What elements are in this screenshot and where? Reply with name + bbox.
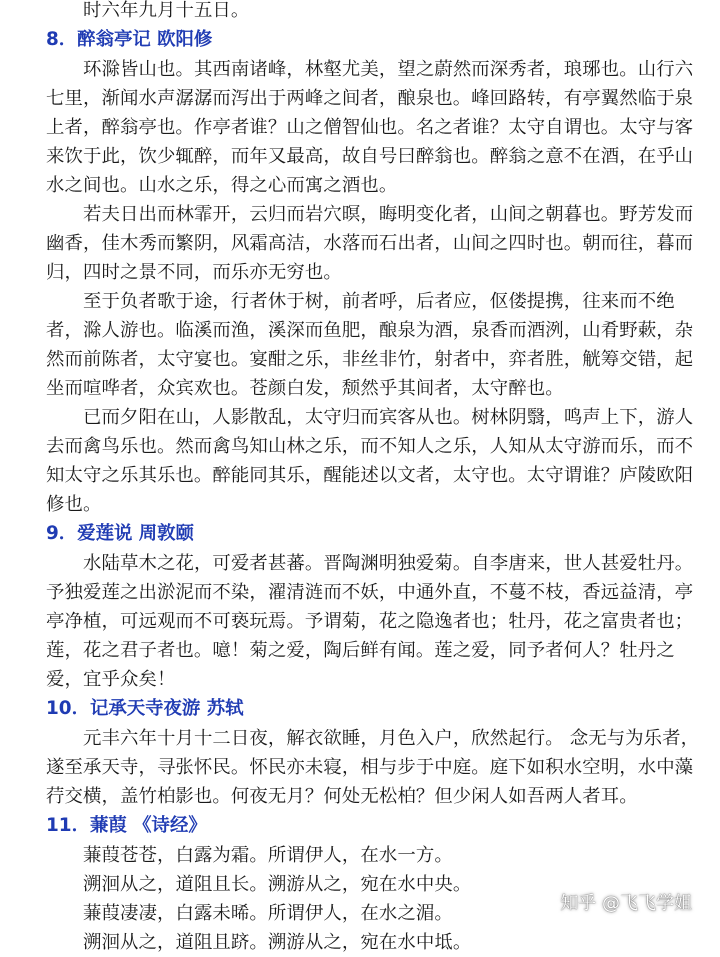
- poem-line: 蒹葭凄凄，白露未晞。所谓伊人，在水之湄。: [83, 903, 453, 924]
- paragraph-line: 坐而喧哗者，众宾欢也。苍颜白发，颓然乎其间者，太守醉也。: [46, 378, 564, 399]
- poem-line: 蒹葭苍苍，白露为霜。所谓伊人，在水一方。: [83, 845, 453, 866]
- paragraph-line: 至于负者歌于途，行者休于树，前者呼，后者应，伛偻提携，往来而不绝: [83, 291, 675, 312]
- paragraph-line: 幽香，佳木秀而繁阴，风霜高洁，水落而石出者，山间之四时也。朝而往，暮而: [46, 233, 694, 254]
- paragraph-line: 者，滁人游也。临溪而渔，溪深而鱼肥，酿泉为酒，泉香而酒洌，山肴野蔌，杂: [46, 320, 694, 341]
- previous-text-line: 时六年九月十五日。: [83, 0, 250, 21]
- paragraph-line: 归，四时之景不同，而乐亦无穷也。: [46, 262, 342, 283]
- poem-line: 溯洄从之，道阻且跻。溯游从之，宛在水中坻。: [83, 932, 472, 953]
- paragraph-line: 遂至承天寺，寻张怀民。怀民亦未寝，相与步于中庭。庭下如积水空明，水中藻: [46, 757, 694, 778]
- paragraph-line: 修也。: [46, 494, 102, 515]
- paragraph-line: 上者，醉翁亭也。作亭者谁？山之僧智仙也。名之者谁？太守自谓也。太守与客: [46, 117, 694, 138]
- paragraph-line: 莲，花之君子者也。噫！菊之爱，陶后鲜有闻。莲之爱，同予者何人？牡丹之: [46, 640, 675, 661]
- section-heading-11: 11．蒹葭 《诗经》: [46, 815, 207, 836]
- watermark: 知乎 @飞飞学姐: [560, 893, 692, 914]
- paragraph-line: 爱，宜乎众矣！: [46, 669, 176, 690]
- poem-line: 溯洄从之，道阻且长。溯游从之，宛在水中央。: [83, 874, 472, 895]
- paragraph-line: 水陆草木之花，可爱者甚蕃。晋陶渊明独爱菊。自李唐来，世人甚爱牡丹。: [83, 553, 694, 574]
- section-heading-8: 8．醉翁亭记 欧阳修: [46, 29, 213, 50]
- section-heading-9: 9．爱莲说 周敦颐: [46, 523, 194, 544]
- paragraph-line: 环滁皆山也。其西南诸峰，林壑尤美，望之蔚然而深秀者，琅琊也。山行六: [83, 59, 694, 80]
- section-heading-10: 10．记承天寺夜游 苏轼: [46, 698, 244, 719]
- paragraph-line: 予独爱莲之出淤泥而不染，濯清涟而不妖，中通外直，不蔓不枝，香远益清，亭: [46, 582, 694, 603]
- paragraph-line: 水之间也。山水之乐，得之心而寓之酒也。: [46, 175, 398, 196]
- paragraph-line: 亭净植，可远观而不可亵玩焉。予谓菊，花之隐逸者也；牡丹，花之富贵者也；: [46, 611, 694, 632]
- paragraph-line: 去而禽鸟乐也。然而禽鸟知山林之乐，而不知人之乐，人知从太守游而乐，而不: [46, 436, 694, 457]
- paragraph-line: 已而夕阳在山，人影散乱，太守归而宾客从也。树林阴翳，鸣声上下，游人: [83, 407, 694, 428]
- paragraph-line: 然而前陈者，太守宴也。宴酣之乐，非丝非竹，射者中，弈者胜，觥筹交错，起: [46, 349, 694, 370]
- paragraph-line: 若夫日出而林霏开，云归而岩穴暝，晦明变化者，山间之朝暮也。野芳发而: [83, 204, 694, 225]
- paragraph-line: 荇交横，盖竹柏影也。何夜无月？何处无松柏？但少闲人如吾两人者耳。: [46, 786, 638, 807]
- paragraph-line: 来饮于此，饮少辄醉，而年又最高，故自号曰醉翁也。醉翁之意不在酒，在乎山: [46, 146, 694, 167]
- paragraph-line: 七里，渐闻水声潺潺而泻出于两峰之间者，酿泉也。峰回路转，有亭翼然临于泉: [46, 88, 694, 109]
- paragraph-line: 元丰六年十月十二日夜，解衣欲睡，月色入户，欣然起行。 念无与为乐者，: [83, 728, 700, 749]
- paragraph-line: 知太守之乐其乐也。醉能同其乐，醒能述以文者，太守也。太守谓谁？庐陵欧阳: [46, 465, 694, 486]
